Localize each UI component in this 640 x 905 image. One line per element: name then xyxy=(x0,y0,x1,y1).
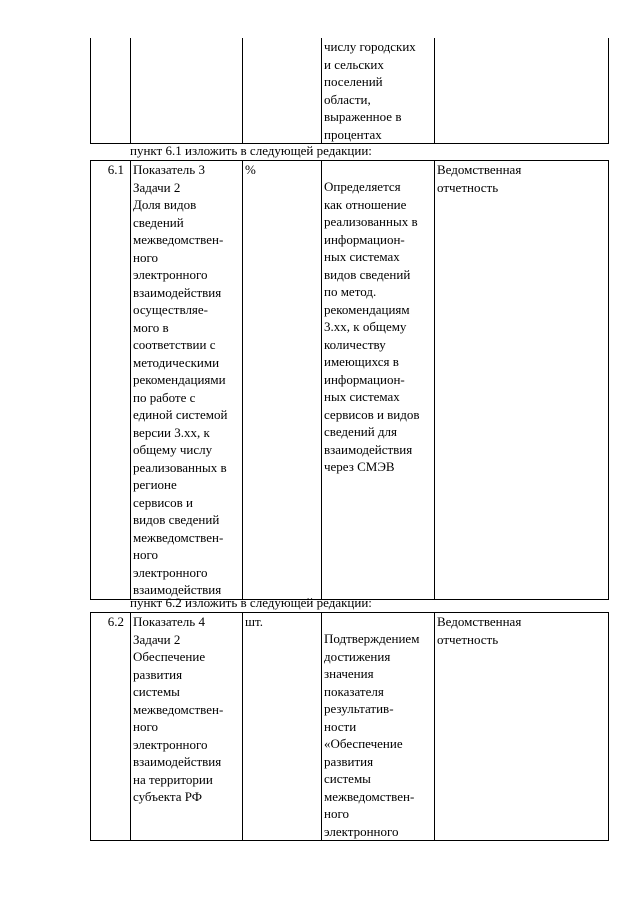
cell-unit: % xyxy=(243,161,322,600)
cell-definition: Подтверждением достижения значения показателя результатив- ности «Обеспечение развития системы межведомствен- ного электронного xyxy=(322,613,435,841)
cell-number: 6.2 xyxy=(91,613,131,841)
cell-source: Ведомственная отчетность xyxy=(435,613,609,841)
cell-number xyxy=(91,38,131,144)
table-row xyxy=(91,613,609,841)
table-row-6-1 xyxy=(90,160,609,600)
cell-number: 6.1 xyxy=(91,161,131,600)
cell-source: Ведомственная отчетность xyxy=(435,161,609,600)
table-row xyxy=(91,161,609,600)
cell-unit: шт. xyxy=(243,613,322,841)
cell-source xyxy=(435,38,609,144)
paragraph-6-2: пункт 6.2 изложить в следующей редакции: xyxy=(130,595,372,610)
paragraph-6-1: пункт 6.1 изложить в следующей редакции: xyxy=(130,143,372,158)
cell-unit xyxy=(243,38,322,144)
cell-name: Показатель 4 Задачи 2 Обеспечение развития системы межведомствен- ного электронного взаимодействия на территории субъекта РФ xyxy=(131,613,243,841)
table-row xyxy=(91,38,609,144)
table-continuation xyxy=(90,38,609,144)
table-row-6-2 xyxy=(90,612,609,841)
cell-name: Показатель 3 Задачи 2 Доля видов сведений межведомствен- ного электронного взаимодействия осуществляе- мого в соответствии с методическими рекомендациями по работе с единой системой версии 3.хх, к общему числу реализованных в регионе сервисов и видов сведений межведомствен- ного электронного взаимодействия xyxy=(131,161,243,600)
cell-name xyxy=(131,38,243,144)
cell-definition: числу городских и сельских поселений области, выраженное в процентах xyxy=(322,38,435,144)
cell-definition: Определяется как отношение реализованных в информацион- ных системах видов сведений по метод. рекомендациям 3.хх, к общему количеству имеющихся в информацион- ных системах сервисов и видов сведений для взаимодействия через СМЭВ xyxy=(322,161,435,600)
